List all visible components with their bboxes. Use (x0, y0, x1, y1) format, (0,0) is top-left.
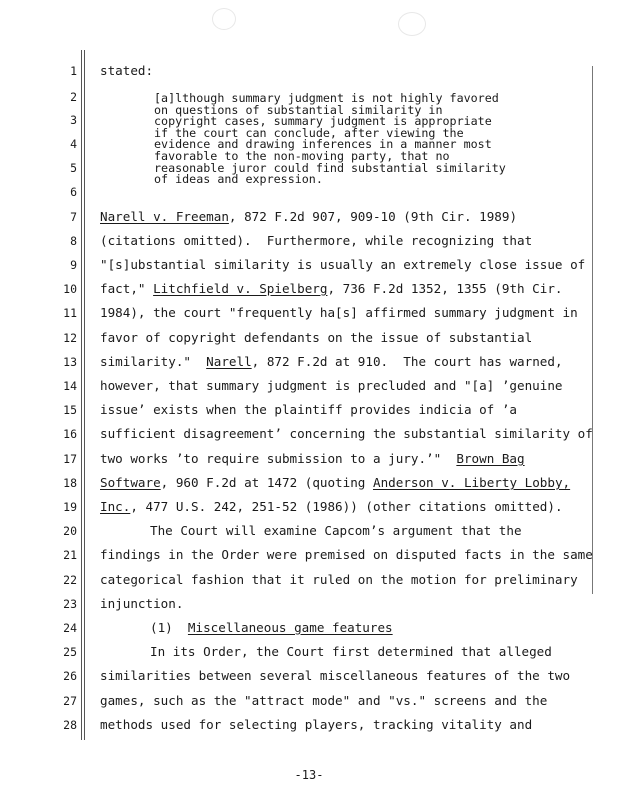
case-citation: Software (100, 475, 161, 490)
text-line: favor of copyright defendants on the issue of substantial (100, 330, 533, 345)
text-line (100, 476, 570, 490)
text-line: injunction. (100, 596, 184, 611)
case-citation: Anderson v. Liberty Lobby, (372, 475, 571, 490)
case-citation: Brown Bag (456, 451, 525, 466)
text-line: categorical fashion that it ruled on the motion for preliminary (100, 572, 578, 587)
case-citation: Narell v. Freeman (100, 209, 229, 224)
right-margin-rule (592, 66, 593, 594)
quote-line: copyright cases, summary judgment is appropriate (154, 114, 492, 129)
line-number: 8 (70, 234, 77, 248)
line-number: 18 (63, 476, 77, 490)
quote-line: if the court can conclude, after viewing the (154, 125, 464, 140)
text-line: The Court will examine Capcom’s argument that the (150, 523, 522, 538)
case-citation: Inc. (100, 499, 131, 514)
text-line: findings in the Order were premised on disputed facts in the same (100, 547, 593, 562)
text-span: , 872 F.2d 907, 909-10 (9th Cir. 1989) (228, 209, 518, 224)
line-number: 24 (63, 621, 77, 635)
left-margin-rule (81, 50, 82, 740)
line-number: 20 (63, 524, 77, 538)
line-number: 14 (63, 379, 77, 393)
case-citation: Litchfield v. Spielberg (153, 281, 328, 296)
line-number: 21 (63, 548, 77, 562)
text-span: two works ’to require submission to a jury.’" (100, 451, 457, 466)
left-margin-rule (84, 50, 85, 740)
line-number: 19 (63, 500, 77, 514)
quote-line: evidence and drawing inferences in a manner most (154, 137, 492, 152)
line-number: 7 (70, 210, 77, 224)
text-span: fact," (100, 281, 154, 296)
text-span: , 477 U.S. 242, 251-52 (1986)) (other citations omitted). (130, 499, 563, 514)
text-span: , 872 F.2d at 910. The court has warned, (251, 354, 563, 369)
text-line (100, 210, 517, 224)
line-number: 2 (70, 90, 77, 104)
line-number: 9 (70, 258, 77, 272)
text-line: 1984), the court "frequently ha[s] affirmed summary judgment in (100, 305, 578, 320)
text-line: sufficient disagreement’ concerning the substantial similarity of (100, 426, 593, 441)
line-number: 10 (63, 282, 77, 296)
line-number: 16 (63, 427, 77, 441)
quote-line: on questions of substantial similarity in (154, 102, 443, 117)
case-citation: Narell (206, 354, 252, 369)
line-number: 6 (70, 185, 77, 199)
line-number: 25 (63, 645, 77, 659)
text-line: In its Order, the Court first determined that alleged (150, 644, 552, 659)
text-line (100, 355, 563, 369)
text-line: issue’ exists when the plaintiff provides indicia of ’a (100, 402, 518, 417)
line-number: 15 (63, 403, 77, 417)
text-line (100, 452, 525, 466)
section-title: Miscellaneous game features (187, 620, 393, 635)
text-line: "[s]ubstantial similarity is usually an extremely close issue of (100, 257, 586, 272)
line-number: 28 (63, 718, 77, 732)
line-number: 22 (63, 573, 77, 587)
quote-line: [a]lthough summary judgment is not highly favored (154, 91, 499, 105)
line-number: 5 (70, 161, 77, 175)
text-span: , 960 F.2d at 1472 (quoting (160, 475, 373, 490)
line-number: 11 (63, 306, 77, 320)
scan-smudge (398, 12, 426, 36)
line-number: 17 (63, 452, 77, 466)
text-line: games, such as the "attract mode" and "vs." screens and the (100, 693, 548, 708)
text-line: similarities between several miscellaneous features of the two (100, 668, 571, 683)
text-span: similarity." (100, 354, 207, 369)
line-number: 3 (70, 113, 77, 127)
text-span: , 736 F.2d 1352, 1355 (9th Cir. (327, 281, 563, 296)
section-number: (1) (150, 620, 188, 635)
text-line: however, that summary judgment is precluded and "[a] ’genuine (100, 378, 563, 393)
line-number: 27 (63, 694, 77, 708)
line-number: 26 (63, 669, 77, 683)
line-number: 13 (63, 355, 77, 369)
text-line (100, 500, 563, 514)
line-number: 4 (70, 137, 77, 151)
quote-line: favorable to the non-moving party, that no (154, 149, 450, 163)
line-number: 12 (63, 331, 77, 345)
quote-line: of ideas and expression. (154, 172, 323, 187)
text-line: (citations omitted). Furthermore, while recognizing that (100, 233, 533, 248)
text-line (100, 282, 563, 296)
line-number: 1 (70, 64, 77, 78)
text-line: methods used for selecting players, tracking vitality and (100, 717, 533, 732)
scan-smudge (212, 8, 236, 30)
quote-line: reasonable juror could find substantial similarity (154, 160, 506, 175)
page-number: -13- (294, 768, 324, 782)
section-heading (150, 621, 393, 635)
text-line: stated: (100, 63, 154, 78)
line-number: 23 (63, 597, 77, 611)
